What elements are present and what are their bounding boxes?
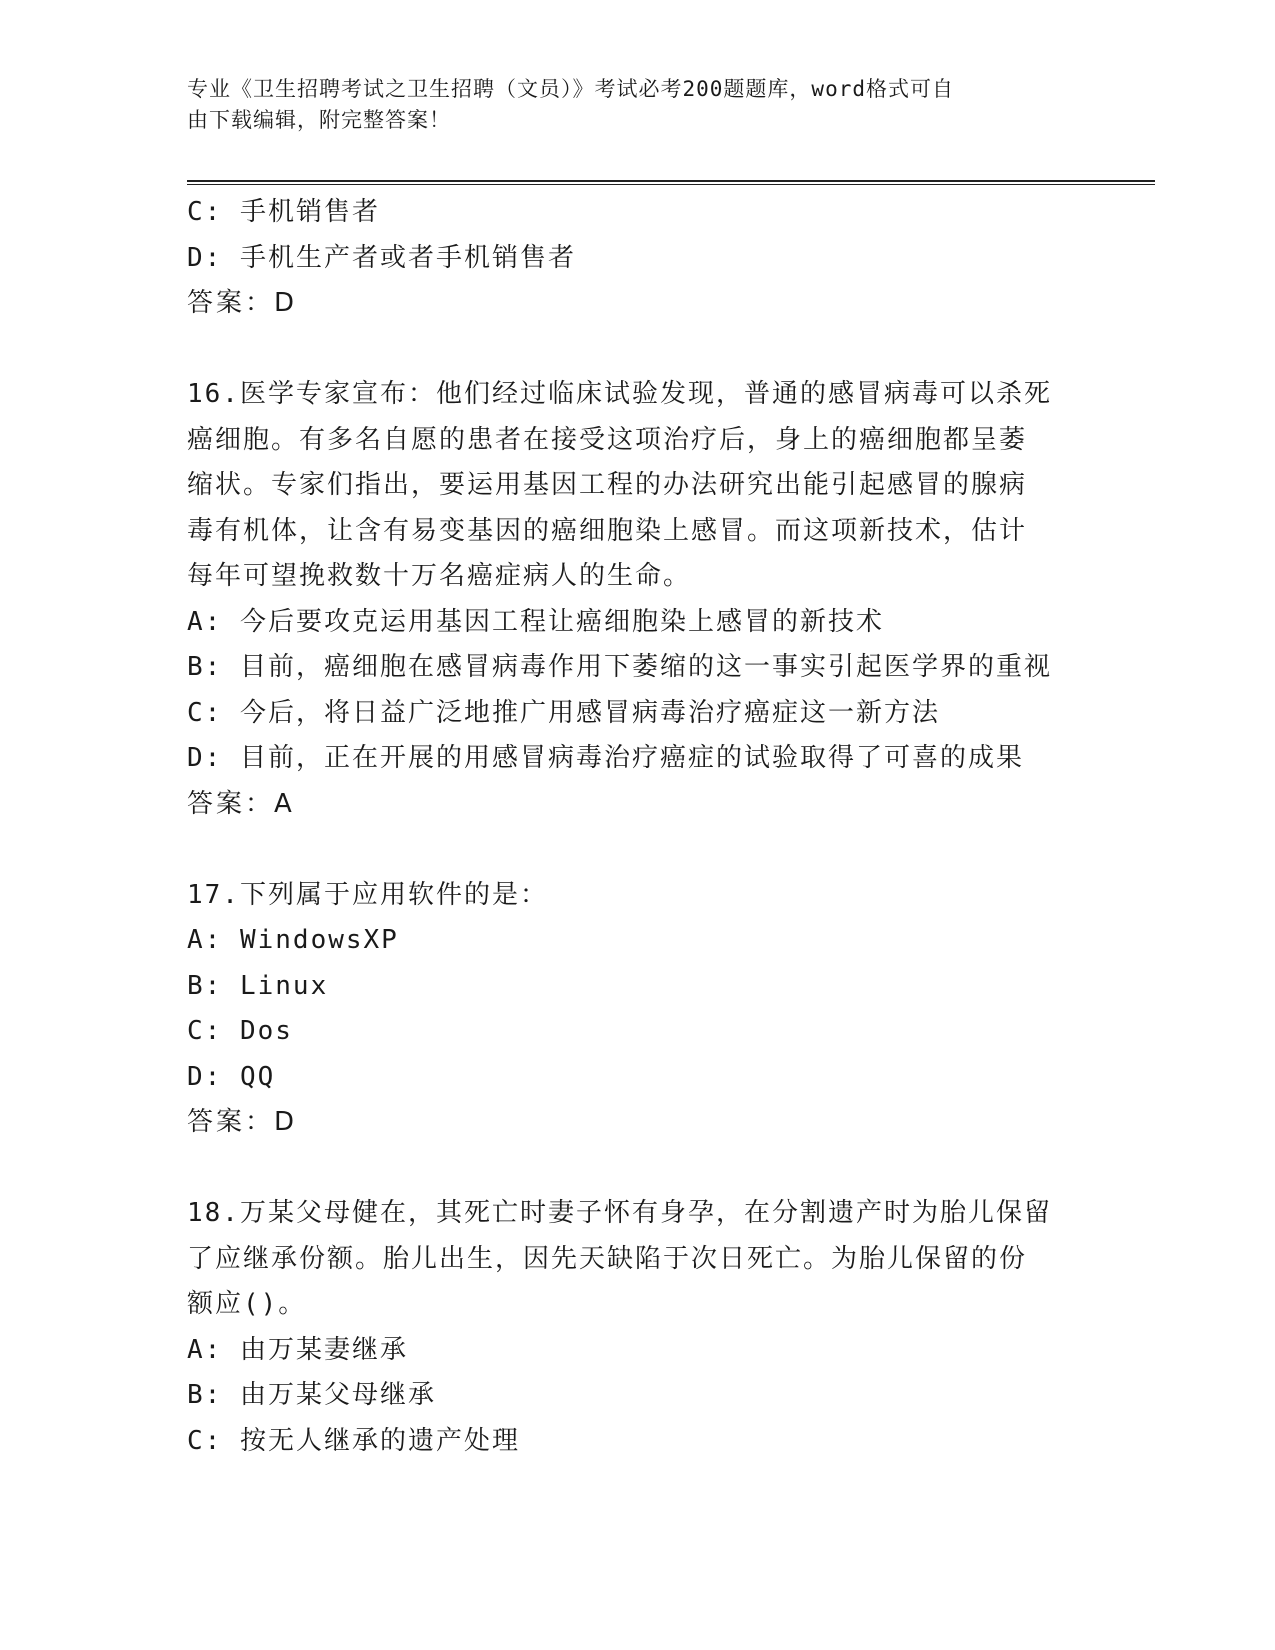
spacer <box>187 1146 1087 1192</box>
q18-option-c: C: 按无人继承的遗产处理 <box>187 1425 520 1456</box>
q16-stem-line-3: 缩状。专家们指出，要运用基因工程的办法研究出能引起感冒的腺病 <box>187 470 1028 500</box>
q17-answer: 答案：D <box>187 1107 298 1137</box>
q18-stem-line-1: 18.万某父母健在，其死亡时妻子怀有身孕，在分割遗产时为胎儿保留 <box>187 1198 1052 1228</box>
q18-stem-line-2: 了应继承份额。胎儿出生，因先天缺陷于次日死亡。为胎儿保留的份 <box>187 1243 1028 1274</box>
q15-option-d: D: 手机生产者或者手机销售者 <box>187 242 576 273</box>
q17-stem: 17.下列属于应用软件的是： <box>187 879 548 910</box>
header-line-1: 专业《卫生招聘考试之卫生招聘（文员）》考试必考200题题库，word格式可自 <box>187 77 954 101</box>
q16-option-d: D: 目前，正在开展的用感冒病毒治疗癌症的试验取得了可喜的成果 <box>187 743 1024 773</box>
q15-option-c: C: 手机销售者 <box>187 197 380 227</box>
q16-option-c: C: 今后，将日益广泛地推广用感冒病毒治疗癌症这一新方法 <box>187 697 940 728</box>
q16-stem-line-1: 16.医学专家宣布：他们经过临床试验发现，普通的感冒病毒可以杀死 <box>187 379 1052 409</box>
spacer <box>187 827 1087 873</box>
q17-option-a: A: WindowsXP <box>187 925 399 955</box>
q18-option-a: A: 由万某妻继承 <box>187 1334 408 1365</box>
q17-option-d: D: QQ <box>187 1061 276 1092</box>
q16-stem-line-4: 毒有机体，让含有易变基因的癌细胞染上感冒。而这项新技术，估计 <box>187 515 1028 546</box>
q17-option-b: B: Linux <box>187 970 329 1001</box>
q16-stem-line-5: 每年可望挽救数十万名癌症病人的生命。 <box>187 561 692 591</box>
question-content <box>187 190 1087 1464</box>
q16-stem-line-2: 癌细胞。有多名自愿的患者在接受这项治疗后，身上的癌细胞都呈萎 <box>187 424 1028 455</box>
header-rule-thin <box>187 184 1155 185</box>
spacer <box>187 327 1087 373</box>
q18-stem-line-3: 额应()。 <box>187 1289 307 1319</box>
page-header <box>187 74 1067 136</box>
q16-option-a: A: 今后要攻克运用基因工程让癌细胞染上感冒的新技术 <box>187 606 884 637</box>
q18-option-b: B: 由万某父母继承 <box>187 1380 436 1410</box>
q16-option-b: B: 目前，癌细胞在感冒病毒作用下萎缩的这一事实引起医学界的重视 <box>187 652 1052 682</box>
header-line-2: 由下载编辑，附完整答案！ <box>187 108 451 132</box>
q17-option-c: C: Dos <box>187 1016 293 1046</box>
header-rule-thick <box>187 180 1155 182</box>
q15-answer: 答案：D <box>187 288 298 318</box>
q16-answer: 答案：A <box>187 788 295 819</box>
